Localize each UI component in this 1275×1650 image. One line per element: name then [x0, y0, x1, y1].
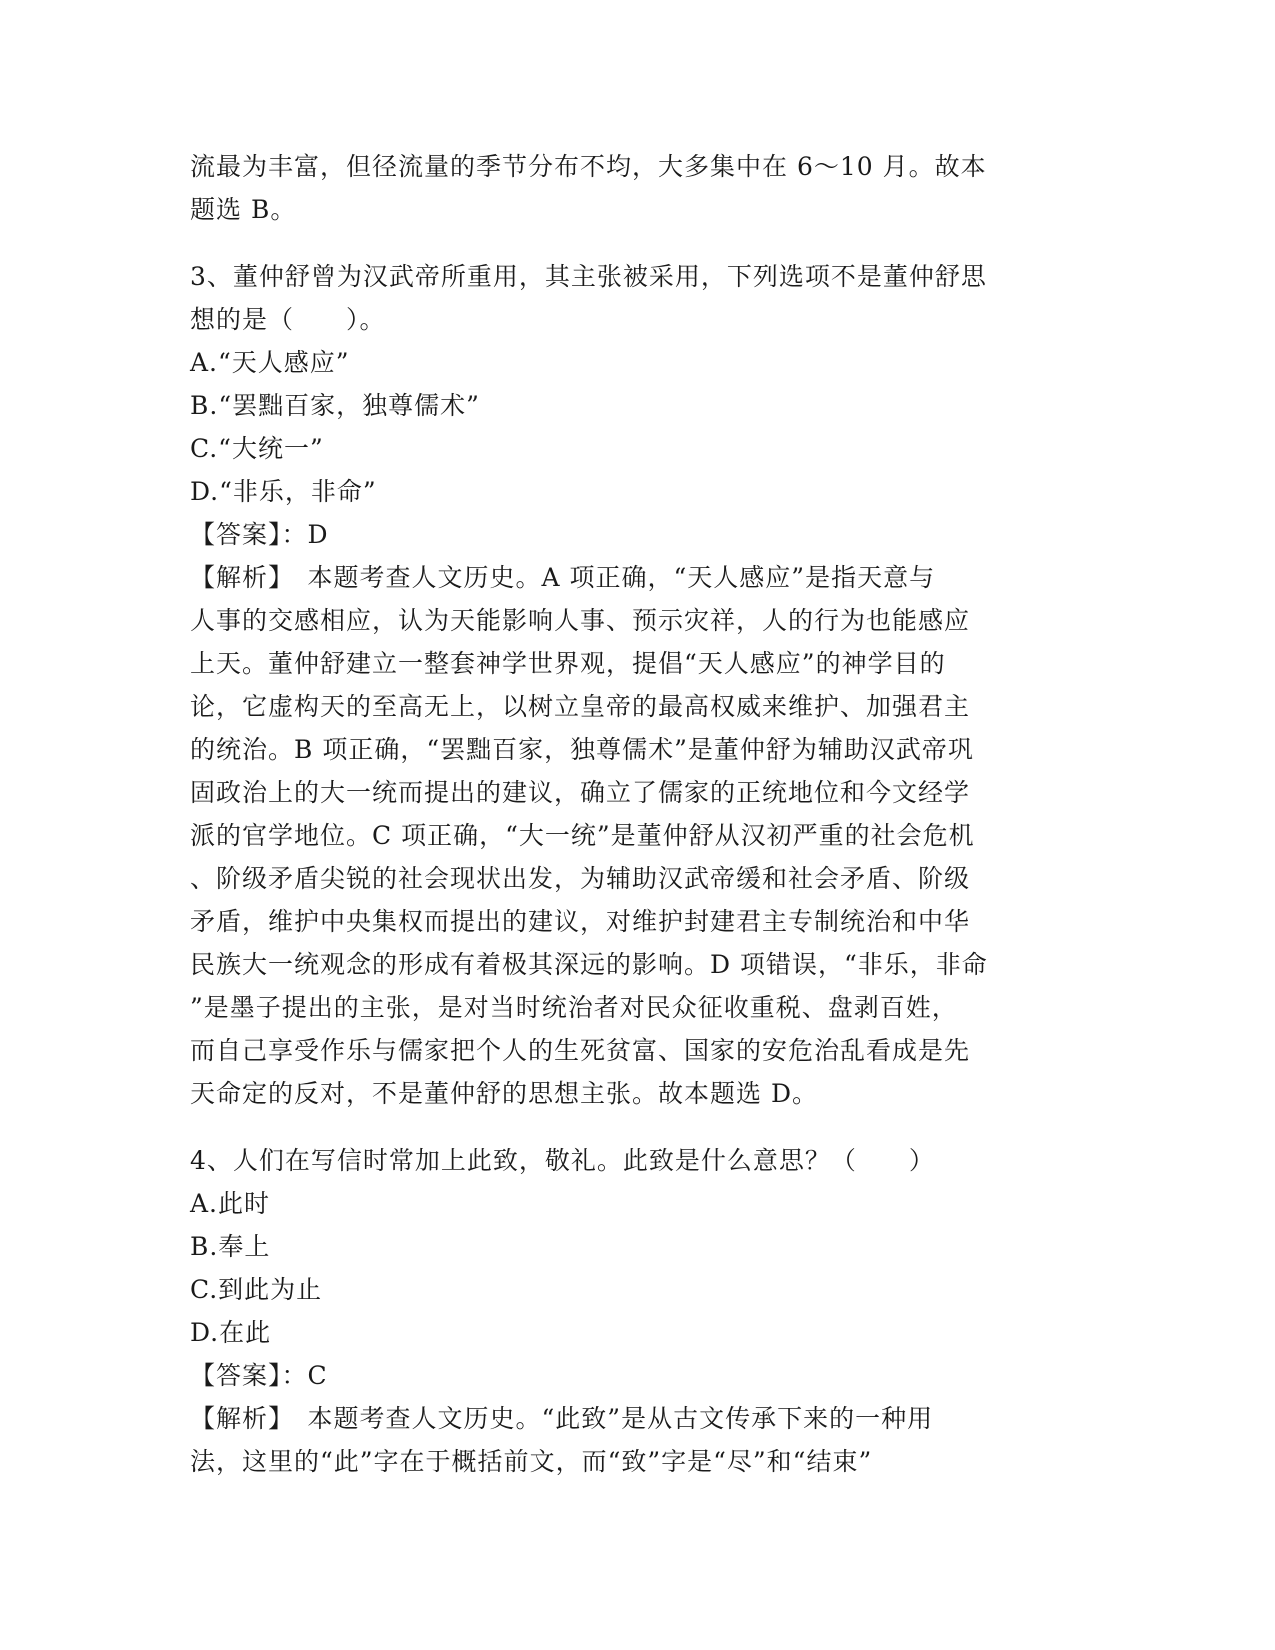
analysis-line: ”是墨子提出的主张，是对当时统治者对民众征收重税、盘剥百姓， [190, 993, 958, 1022]
analysis-line: 派的官学地位。C 项正确，“大一统”是董仲舒从汉初严重的社会危机 [190, 821, 975, 850]
question-text: 3、董仲舒曾为汉武帝所重用，其主张被采用，下列选项不是董仲舒思 [190, 262, 987, 291]
option-d: D.在此 [190, 1318, 272, 1347]
option-c: C.到此为止 [190, 1275, 323, 1304]
analysis-line: 的统治。B 项正确，“罢黜百家，独尊儒术”是董仲舒为辅助汉武帝巩 [190, 735, 974, 764]
option-c: C.“大统一” [190, 434, 324, 463]
analysis-line: 上天。董仲舒建立一整套神学世界观，提倡“天人感应”的神学目的 [190, 649, 946, 678]
analysis-line: 【解析】 本题考查人文历史。“此致”是从古文传承下来的一种用 [190, 1404, 934, 1433]
question-text: 想的是（ ）。 [190, 305, 386, 334]
analysis-line: 【解析】 本题考查人文历史。A 项正确，“天人感应”是指天意与 [190, 563, 936, 592]
document-page [190, 145, 1090, 1483]
analysis-line: 矛盾，维护中央集权而提出的建议，对维护封建君主专制统治和中华 [190, 907, 971, 936]
continuation-text [190, 145, 1090, 231]
answer-line: 【答案】：D [190, 520, 329, 549]
option-a: A.“天人感应” [190, 348, 350, 377]
analysis-line: 法，这里的“此”字在于概括前文，而“致”字是“尽”和“结束” [190, 1447, 873, 1476]
question-text: 4、人们在写信时常加上此致，敬礼。此致是什么意思？（ ） [190, 1146, 935, 1175]
answer-line: 【答案】：C [190, 1361, 328, 1390]
option-b: B.奉上 [190, 1232, 271, 1261]
analysis-line: 而自己享受作乐与儒家把个人的生死贫富、国家的安危治乱看成是先 [190, 1036, 971, 1065]
question-4 [190, 1139, 1090, 1483]
analysis-line: 、阶级矛盾尖锐的社会现状出发，为辅助汉武帝缓和社会矛盾、阶级 [190, 864, 971, 893]
option-a: A.此时 [190, 1189, 271, 1218]
text-line: 题选 B。 [190, 195, 297, 224]
analysis-line: 人事的交感相应，认为天能影响人事、预示灾祥，人的行为也能感应 [190, 606, 971, 635]
analysis-line: 论，它虚构天的至高无上，以树立皇帝的最高权威来维护、加强君主 [190, 692, 971, 721]
text-line: 流最为丰富，但径流量的季节分布不均，大多集中在 6～10 月。故本 [190, 152, 987, 181]
analysis-line: 固政治上的大一统而提出的建议，确立了儒家的正统地位和今文经学 [190, 778, 971, 807]
option-d: D.“非乐，非命” [190, 477, 377, 506]
question-3 [190, 255, 1090, 1115]
analysis-line: 天命定的反对，不是董仲舒的思想主张。故本题选 D。 [190, 1079, 818, 1108]
option-b: B.“罢黜百家，独尊儒术” [190, 391, 480, 420]
analysis-line: 民族大一统观念的形成有着极其深远的影响。D 项错误，“非乐，非命 [190, 950, 988, 979]
